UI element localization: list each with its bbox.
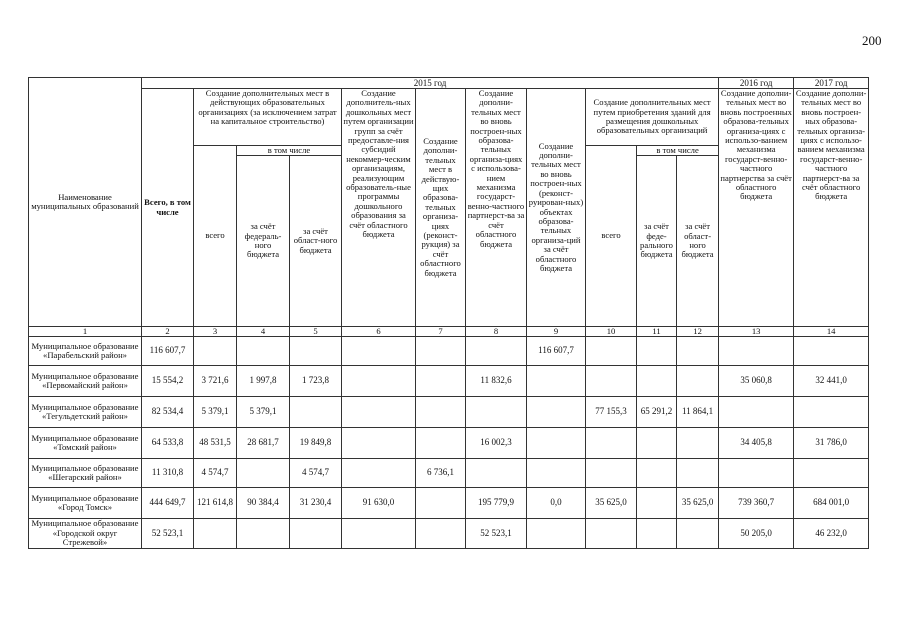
- header-col14: Создание дополни-тельных мест во вновь построен-ных образова-тельных организа-циях с использо-ванием механизма государст-венно-частного партнерст-ва за счёт областного бюджета: [794, 89, 869, 327]
- table-cell: 46 232,0: [794, 519, 869, 549]
- table-cell: [237, 519, 290, 549]
- table-cell: 4 574,7: [194, 459, 237, 488]
- table-cell: [466, 337, 527, 366]
- table-row: [29, 337, 869, 366]
- header-sub-total: всего: [194, 146, 237, 327]
- table-cell: [416, 488, 466, 519]
- table-cell: [527, 397, 586, 428]
- table-cell: 0,0: [527, 488, 586, 519]
- header-group-buildings: Создание дополнительных мест путем приобретения зданий для размещения дошкольных образовательных организаций: [586, 89, 719, 146]
- table-cell: [719, 337, 794, 366]
- column-number: 3: [194, 327, 237, 337]
- table-cell: 50 205,0: [719, 519, 794, 549]
- table-cell: [677, 459, 719, 488]
- table-cell: 116 607,7: [527, 337, 586, 366]
- header-year-2016: 2016 год: [719, 78, 794, 89]
- table-cell: [637, 428, 677, 459]
- header-col6: Создание дополнитель-ных дошкольных мест путем организации групп за счёт предоставле-ния субсидий некоммер-ческим организациям, реализующим образователь-ные программы дошкольного образования за счёт областного бюджета: [342, 89, 416, 327]
- row-name: Муниципальное образование «Томский район»: [29, 428, 142, 459]
- table-cell: [794, 397, 869, 428]
- table-cell: [637, 459, 677, 488]
- table-cell: 91 630,0: [342, 488, 416, 519]
- table-cell: [637, 366, 677, 397]
- table-cell: [290, 337, 342, 366]
- table-cell: [237, 459, 290, 488]
- table-cell: [527, 366, 586, 397]
- table-cell: 35 060,8: [719, 366, 794, 397]
- column-number: 8: [466, 327, 527, 337]
- cell-total: 15 554,2: [142, 366, 194, 397]
- header-col8: Создание дополни-тельных мест во вновь построен-ных образова-тельных организа-циях с использова-нием механизма государст-венно-частного партнерст-ва за счёт областного бюджета: [466, 89, 527, 327]
- column-number: 13: [719, 327, 794, 337]
- table-cell: 121 614,8: [194, 488, 237, 519]
- table-cell: 31 786,0: [794, 428, 869, 459]
- table-cell: [416, 519, 466, 549]
- header-sub-total-b: всего: [586, 146, 637, 327]
- table-cell: 77 155,3: [586, 397, 637, 428]
- table-cell: 195 779,9: [466, 488, 527, 519]
- cell-total: 444 649,7: [142, 488, 194, 519]
- column-number: 1: [29, 327, 142, 337]
- header-including-2: в том числе: [637, 146, 719, 156]
- table-row: [29, 428, 869, 459]
- table-cell: 31 230,4: [290, 488, 342, 519]
- header-col9: Создание дополни-тельных мест во вновь построен-ных (реконст-руирован-ных) объектах образова-тельных организа-ций за счёт областного бюджета: [527, 89, 586, 327]
- table-row: [29, 519, 869, 549]
- table-cell: [416, 337, 466, 366]
- table-row: [29, 488, 869, 519]
- table-cell: [677, 519, 719, 549]
- table-cell: [466, 397, 527, 428]
- header-col13: Создание дополни-тельных мест во вновь построенных образова-тельных организа-циях с использо-ванием механизма государст-венно-частного партнерства за счёт областного бюджета: [719, 89, 794, 327]
- cell-total: 52 523,1: [142, 519, 194, 549]
- table-cell: [194, 337, 237, 366]
- table-cell: 1 997,8: [237, 366, 290, 397]
- header-sub-federal: за счёт федераль-ного бюджета: [237, 156, 290, 327]
- table-cell: 6 736,1: [416, 459, 466, 488]
- table-cell: 52 523,1: [466, 519, 527, 549]
- cell-total: 11 310,8: [142, 459, 194, 488]
- table-cell: [237, 337, 290, 366]
- header-including-1: в том числе: [237, 146, 342, 156]
- table-cell: [586, 519, 637, 549]
- header-group-existing: Создание дополнительных мест в действующих образовательных организациях (за исключением затрат на капитальное строительство): [194, 89, 342, 146]
- header-year-2015: 2015 год: [142, 78, 719, 89]
- row-name: Муниципальное образование «Первомайский район»: [29, 366, 142, 397]
- table-cell: 48 531,5: [194, 428, 237, 459]
- table-cell: [637, 519, 677, 549]
- table-cell: 90 384,4: [237, 488, 290, 519]
- table-cell: [586, 337, 637, 366]
- table-cell: [466, 459, 527, 488]
- table-cell: 32 441,0: [794, 366, 869, 397]
- column-number: 9: [527, 327, 586, 337]
- table-cell: [527, 428, 586, 459]
- table-cell: 35 625,0: [677, 488, 719, 519]
- table-cell: [416, 397, 466, 428]
- row-name: Муниципальное образование «Тегульдетский район»: [29, 397, 142, 428]
- table-cell: [794, 337, 869, 366]
- budget-table: [28, 77, 869, 549]
- table-cell: [794, 459, 869, 488]
- table-cell: [586, 366, 637, 397]
- table-cell: 4 574,7: [290, 459, 342, 488]
- table-cell: 19 849,8: [290, 428, 342, 459]
- table-cell: 5 379,1: [237, 397, 290, 428]
- header-col7: Создание дополни-тельных мест в действую-щих образова-тельных организа-циях (реконст-рукция) за счёт областного бюджета: [416, 89, 466, 327]
- table-cell: [719, 459, 794, 488]
- table-cell: 684 001,0: [794, 488, 869, 519]
- column-number: 5: [290, 327, 342, 337]
- header-name: Наименование муниципальных образований: [29, 78, 142, 327]
- column-number: 6: [342, 327, 416, 337]
- table-cell: [637, 337, 677, 366]
- table-cell: 11 864,1: [677, 397, 719, 428]
- header-total: Всего, в том числе: [142, 89, 194, 327]
- row-name: Муниципальное образование «Город Томск»: [29, 488, 142, 519]
- table-row: [29, 366, 869, 397]
- row-name: Муниципальное образование «Парабельский район»: [29, 337, 142, 366]
- column-number: 12: [677, 327, 719, 337]
- table-cell: 28 681,7: [237, 428, 290, 459]
- header-year-2017: 2017 год: [794, 78, 869, 89]
- header-sub-regional: за счёт област-ного бюджета: [290, 156, 342, 327]
- table-cell: 3 721,6: [194, 366, 237, 397]
- column-number: 10: [586, 327, 637, 337]
- cell-total: 64 533,8: [142, 428, 194, 459]
- row-name: Муниципальное образование «Городской округ Стрежевой»: [29, 519, 142, 549]
- table-cell: 65 291,2: [637, 397, 677, 428]
- table-cell: [677, 428, 719, 459]
- table-cell: [719, 397, 794, 428]
- table-cell: 16 002,3: [466, 428, 527, 459]
- table-cell: [194, 519, 237, 549]
- page-number: 200: [862, 33, 882, 48]
- column-number: 11: [637, 327, 677, 337]
- column-number: 14: [794, 327, 869, 337]
- table-cell: [342, 519, 416, 549]
- table-cell: 11 832,6: [466, 366, 527, 397]
- table-cell: 739 360,7: [719, 488, 794, 519]
- table-cell: [527, 459, 586, 488]
- table-cell: [416, 428, 466, 459]
- table-cell: [342, 366, 416, 397]
- table-cell: [342, 428, 416, 459]
- table-cell: [677, 366, 719, 397]
- column-number: 2: [142, 327, 194, 337]
- table-cell: [342, 459, 416, 488]
- table-cell: [637, 488, 677, 519]
- header-sub-regional-b: за счёт област-ного бюджета: [677, 156, 719, 327]
- table-cell: [342, 397, 416, 428]
- table-cell: 5 379,1: [194, 397, 237, 428]
- table-cell: [586, 428, 637, 459]
- table-cell: [586, 459, 637, 488]
- header-sub-federal-b: за счёт феде-рального бюджета: [637, 156, 677, 327]
- table-cell: 34 405,8: [719, 428, 794, 459]
- table-cell: [290, 397, 342, 428]
- table-cell: [290, 519, 342, 549]
- table-cell: 35 625,0: [586, 488, 637, 519]
- row-name: Муниципальное образование «Шегарский район»: [29, 459, 142, 488]
- table-cell: [527, 519, 586, 549]
- table-cell: 1 723,8: [290, 366, 342, 397]
- column-number: 4: [237, 327, 290, 337]
- table-row: [29, 459, 869, 488]
- column-number: 7: [416, 327, 466, 337]
- cell-total: 116 607,7: [142, 337, 194, 366]
- table-cell: [342, 337, 416, 366]
- table-row: [29, 397, 869, 428]
- table-cell: [677, 337, 719, 366]
- cell-total: 82 534,4: [142, 397, 194, 428]
- table-cell: [416, 366, 466, 397]
